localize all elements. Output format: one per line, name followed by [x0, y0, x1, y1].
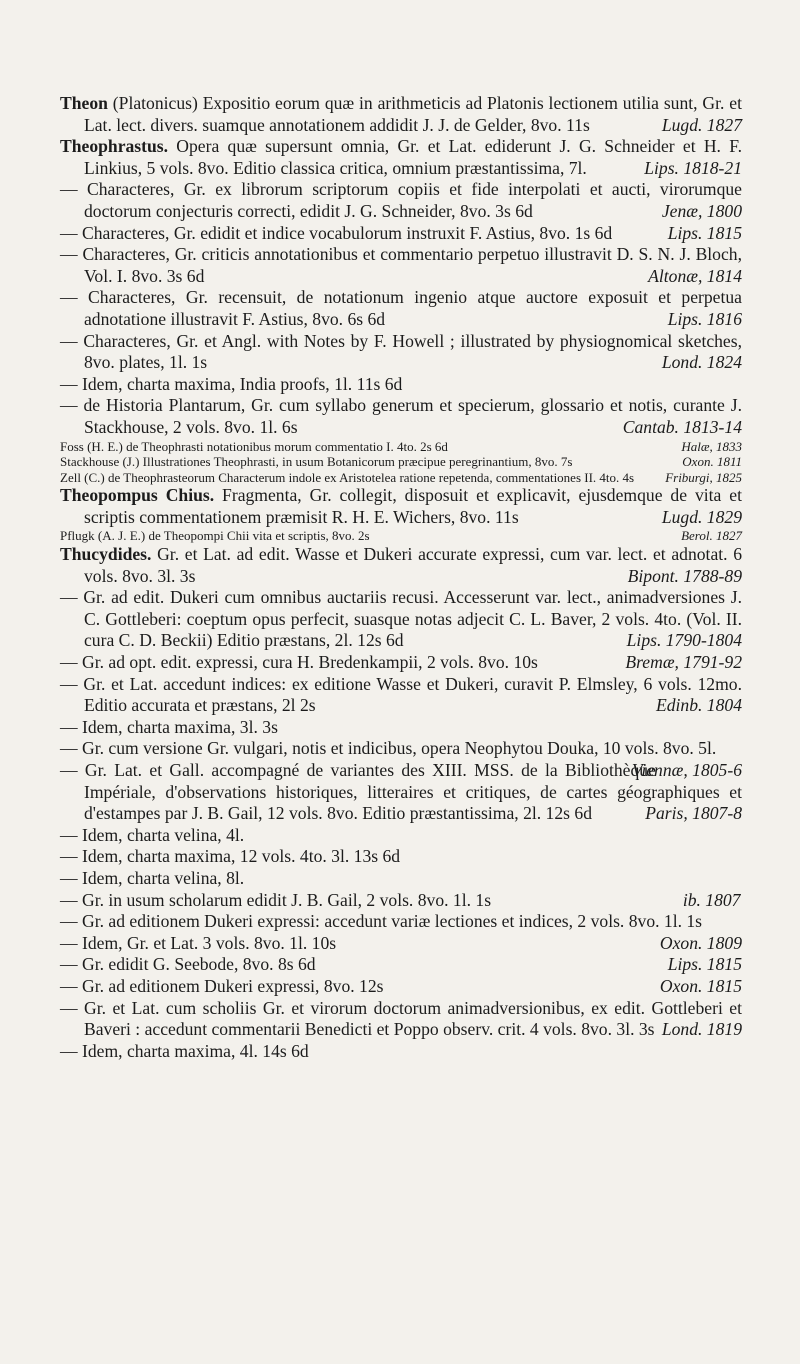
imprint: Lugd. 1829 — [661, 506, 742, 527]
catalogue-entry — [60, 223, 742, 245]
entry-text: Idem, charta maxima, 4l. 14s 6d — [82, 1040, 309, 1061]
imprint: Oxon. 1811 — [682, 454, 742, 470]
imprint: Lond. 1819 — [661, 1019, 742, 1040]
imprint: Oxon. 1809 — [659, 932, 742, 953]
catalogue-entry — [60, 717, 742, 739]
entry-text: Gr. ad editionem Dukeri expressi, 8vo. 12s — [82, 975, 384, 996]
imprint: Altonæ, 1814 — [648, 265, 742, 286]
dash: — — [60, 1040, 82, 1061]
catalogue-note — [60, 454, 742, 470]
dash: — — [60, 373, 82, 394]
imprint: Cantab. 1813-14 — [622, 416, 742, 437]
author-heading: Thucydides. — [60, 544, 152, 565]
dash: — — [60, 673, 84, 694]
catalogue-entry — [60, 674, 742, 717]
entry-text: Characteres, Gr. ex librorum scriptorum copiis et fide interpolati et aucti, virorumque doctorum conjecturis correcti, edidit J. G. Schneider, 8vo. 3s 6d — [84, 179, 742, 221]
catalogue-entry — [60, 93, 742, 136]
entry-text: Zell (C.) de Theophrasteorum Characterum indole ex Aristotelea ratione repetenda, commentationes II. 4to. 4s — [60, 469, 635, 485]
imprint: Lugd. 1827 — [661, 114, 742, 135]
dash: — — [60, 954, 82, 975]
imprint: Lips. 1790-1804 — [626, 630, 742, 651]
dash: — — [60, 222, 82, 243]
catalogue-note — [60, 528, 742, 544]
catalogue-entry — [60, 846, 742, 868]
dash: — — [60, 975, 82, 996]
catalogue-note — [60, 470, 742, 486]
dash: — — [60, 932, 82, 953]
catalogue-entry — [60, 954, 742, 976]
entry-text: Gr. ad edit. Dukeri cum omnibus auctariis recusi. Accesserunt var. lect., animadversiones J. C. Gottleberi: coeptum opus perfecit, suasque notas adjecit C. L. Baver, 2 vols. 4to. (Vol. II. cura C. D. Beckii) Editio præstans, 2l. 12s 6d — [83, 587, 742, 651]
entry-text: Gr. ad opt. edit. expressi, cura H. Bredenkampii, 2 vols. 8vo. 10s — [82, 652, 538, 673]
entry-text: Idem, charta maxima, India proofs, 1l. 11s 6d — [82, 373, 403, 394]
entry-text: Idem, charta velina, 4l. — [82, 824, 245, 845]
entry-text: Gr. et Lat. cum scholiis Gr. et virorum doctorum animadversionibus, ex edit. Gottleberi et Baveri : accedunt commentarii Benedicti et Poppo observ. crit. 4 vols. 8vo. 3l. 3s — [84, 997, 742, 1040]
author-heading: Theon — [60, 93, 108, 113]
entry-text: Foss (H. E.) de Theophrasti notationibus morum commentatio I. 4to. 2s 6d — [60, 438, 448, 454]
entry-text: Characteres, Gr. edidit et indice vocabulorum instruxit F. Astius, 8vo. 1s 6d — [82, 222, 613, 243]
imprint: Bremæ, 1791-92 — [625, 652, 742, 673]
entry-text: Pflugk (A. J. E.) de Theopompi Chii vita et scriptis, 8vo. 2s — [60, 528, 370, 544]
catalogue-entry — [60, 738, 742, 780]
catalogue-entries — [60, 93, 742, 1062]
catalogue-entry — [60, 825, 742, 847]
entry-text: Idem, charta maxima, 3l. 3s — [82, 716, 278, 737]
author-heading: Theophrastus. — [60, 136, 169, 157]
dash: — — [60, 179, 87, 200]
imprint: Oxon. 1815 — [659, 975, 742, 996]
entry-text: Gr. in usum scholarum edidit J. B. Gail, 2 vols. 8vo. 1l. 1s — [82, 889, 492, 910]
dash: — — [60, 846, 82, 867]
catalogue-entry — [60, 287, 742, 330]
dash: — — [60, 716, 82, 737]
catalogue-entry — [60, 933, 742, 955]
entry-text: de Historia Plantarum, Gr. cum syllabo generum et specierum, glossario et notis, curante J. Stackhouse, 2 vols. 8vo. 1l. 6s — [83, 395, 743, 437]
dash: — — [60, 824, 82, 845]
catalogue-entry — [60, 998, 742, 1041]
dash: — — [60, 330, 84, 351]
catalogue-entry — [60, 652, 742, 674]
dash: — — [60, 287, 89, 308]
catalogue-entry — [60, 1041, 742, 1063]
imprint: Friburgi, 1825 — [665, 469, 742, 485]
imprint: Lond. 1824 — [661, 352, 742, 373]
dash: — — [60, 760, 85, 780]
entry-text: Characteres, Gr. et Angl. with Notes by F. Howell ; illustrated by physiognomical sketches, 8vo. plates, 1l. 1s — [83, 330, 742, 373]
imprint: Bipont. 1788-89 — [627, 565, 742, 586]
catalogue-entry — [60, 395, 742, 438]
entry-text: Gr. et Lat. accedunt indices: ex editione Wasse et Dukeri, curavit P. Elmsley, 6 vols. 12mo. Editio accurata et præstans, 2l 2s — [83, 673, 742, 716]
entry-text: (Platonicus) Expositio eorum quæ in arithmeticis ad Platonis lectionem utilia sunt, Gr. et Lat. lect. divers. suamque annotationem addidit J. J. de Gelder, 8vo. 11s — [84, 93, 742, 135]
catalogue-entry — [60, 179, 742, 222]
entry-text: Gr. ad editionem Dukeri expressi: accedunt variæ lectiones et indices, 2 vols. 8vo. 1l. 1s — [82, 911, 703, 932]
entry-text: Gr. Lat. et Gall. accompagné de variantes des XIII. MSS. de la Bibliothèque Impériale, d'observations historiques, litteraires et critiques, de cartes géographiques et d'estampes par J. B. Gail, 12 vols. 8vo. Editio præstantissima, 2l. 12s 6d — [84, 760, 742, 824]
imprint: Jenæ, 1800 — [661, 200, 742, 221]
entry-text: Idem, Gr. et Lat. 3 vols. 8vo. 1l. 10s — [82, 932, 337, 953]
dash: — — [60, 997, 85, 1018]
imprint: Edinb. 1804 — [655, 695, 742, 716]
entry-text: Characteres, Gr. recensuit, de notationum ingenio atque auctore exposuit et perpetua adnotatione illustravit F. Astius, 8vo. 6s 6d — [84, 287, 742, 329]
dash: — — [60, 738, 82, 759]
author-heading: Theopompus Chius. — [60, 485, 215, 506]
catalogue-entry — [60, 374, 742, 396]
imprint: Berol. 1827 — [681, 528, 742, 544]
catalogue-entry — [60, 868, 742, 890]
imprint: Lips. 1815 — [667, 222, 742, 243]
entry-text: Idem, charta velina, 8l. — [82, 867, 245, 888]
catalogue-entry — [60, 485, 742, 528]
dash: — — [60, 244, 83, 265]
catalogue-entry — [60, 976, 742, 998]
imprint: Paris, 1807-8 — [645, 803, 742, 824]
catalogue-entry — [60, 890, 742, 912]
catalogue-note — [60, 439, 742, 455]
dash: — — [60, 911, 82, 932]
dash: — — [60, 652, 82, 673]
entry-text: Opera quæ supersunt omnia, Gr. et Lat. ediderunt J. G. Schneider et H. F. Linkius, 5 vols. 8vo. Editio classica critica, omnium præstantissima, 7l. — [84, 136, 742, 178]
catalogue-entry — [60, 136, 742, 179]
imprint: Viennæ, 1805-6 — [631, 760, 742, 780]
imprint: Lips. 1818-21 — [644, 157, 742, 178]
catalogue-entry — [60, 331, 742, 374]
dash: — — [60, 889, 82, 910]
entry-text: Gr. cum versione Gr. vulgari, notis et indicibus, opera Neophytou Douka, 10 vols. 8vo. 5l. — [82, 738, 717, 759]
imprint: Halæ, 1833 — [681, 438, 742, 454]
catalogue-entry — [60, 244, 742, 287]
catalogue-entry — [60, 760, 742, 825]
dash: — — [60, 395, 84, 416]
entry-text: Gr. edidit G. Seebode, 8vo. 8s 6d — [82, 954, 316, 975]
imprint: ib. 1807 — [682, 889, 741, 910]
catalogue-entry — [60, 587, 742, 652]
entry-text: Fragmenta, Gr. collegit, disposuit et explicavit, ejusdemque de vita et scriptis commentationem præmisit R. H. E. Wichers, 8vo. 11s — [84, 485, 742, 527]
dash: — — [60, 587, 84, 608]
catalogue-entry — [60, 544, 742, 587]
imprint: Lips. 1815 — [667, 954, 742, 975]
dash: — — [60, 867, 82, 888]
entry-text: Idem, charta maxima, 12 vols. 4to. 3l. 13s 6d — [82, 846, 401, 867]
entry-text: Stackhouse (J.) Illustrationes Theophrasti, in usum Botanicorum præcipue peregrinantium, 8vo. 7s — [60, 454, 573, 470]
entry-text: Characteres, Gr. criticis annotationibus et commentario perpetuo illustravit D. S. N. J. Bloch, Vol. I. 8vo. 3s 6d — [82, 244, 742, 286]
entry-text: Gr. et Lat. ad edit. Wasse et Dukeri accurate expressi, cum var. lect. et adnotat. 6 vols. 8vo. 3l. 3s — [84, 544, 742, 586]
imprint: Lips. 1816 — [667, 308, 742, 329]
